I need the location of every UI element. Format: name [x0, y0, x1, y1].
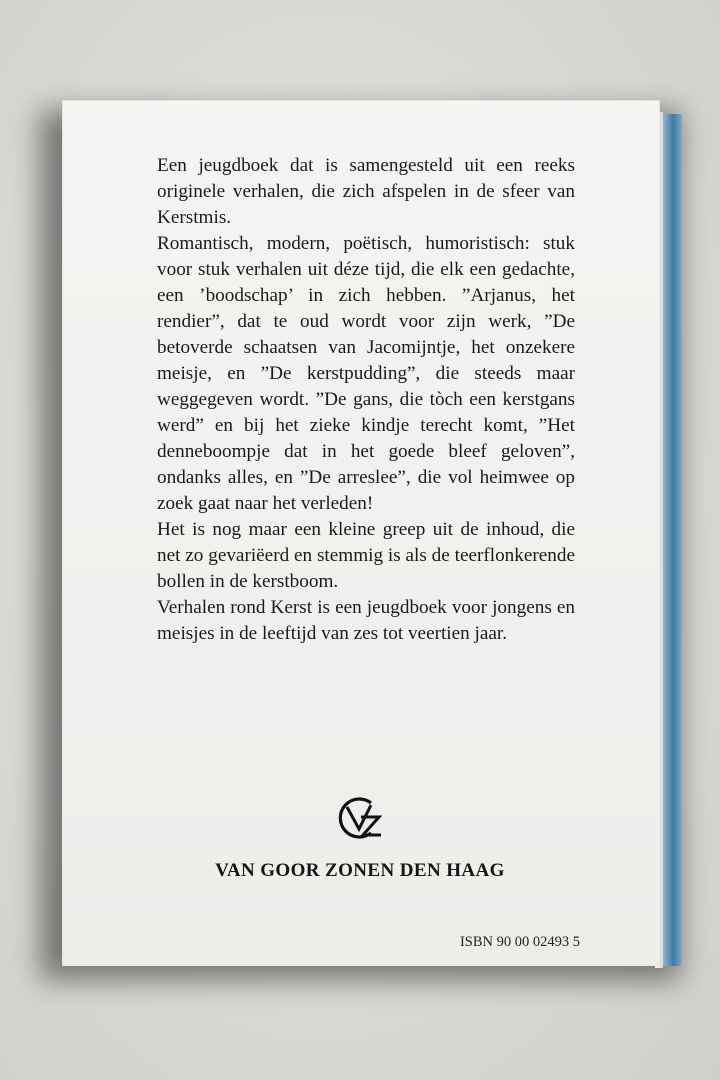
publisher-name: VAN GOOR ZONEN DEN HAAG — [215, 860, 505, 881]
isbn-number: ISBN 90 00 02493 5 — [459, 934, 580, 950]
blurb-text — [157, 153, 575, 647]
vgz-monogram-icon — [335, 795, 385, 841]
blurb-paragraph: Een jeugdboek dat is samengesteld uit een reeks originele verhalen, die zich afspelen in de sfeer van Kerstmis. — [157, 155, 575, 228]
book-spine — [660, 114, 682, 966]
blurb-paragraph: Verhalen rond Kerst is een jeugdboek voor jongens en meisjes in de leeftijd van zes tot veertien jaar. — [157, 597, 575, 644]
blurb-paragraph: Het is nog maar een kleine greep uit de inhoud, die net zo gevariëerd en stemmig is als de teerflonkerende bollen in de kerstboom. — [157, 519, 575, 592]
blurb-paragraph: Romantisch, modern, poëtisch, humoristisch: stuk voor stuk verhalen uit déze tijd, die elk een gedachte, een ’boodschap’ in zich hebben. ”Arjanus, het rendier”, dat te oud wordt voor zijn werk, ”De betoverde schaatsen van Jacomijntje, het onzekere meisje, en ”De kerstpudding”, die steeds maar weggegeven wordt. ”De gans, die tòch een kerstgans werd” en bij het zieke kindje terecht komt, ”Het denneboompje dat in het goede bleef geloven”, ondanks alles, en ”De arreslee”, die vol heimwee op zoek gaat naar het verleden! — [157, 233, 575, 514]
